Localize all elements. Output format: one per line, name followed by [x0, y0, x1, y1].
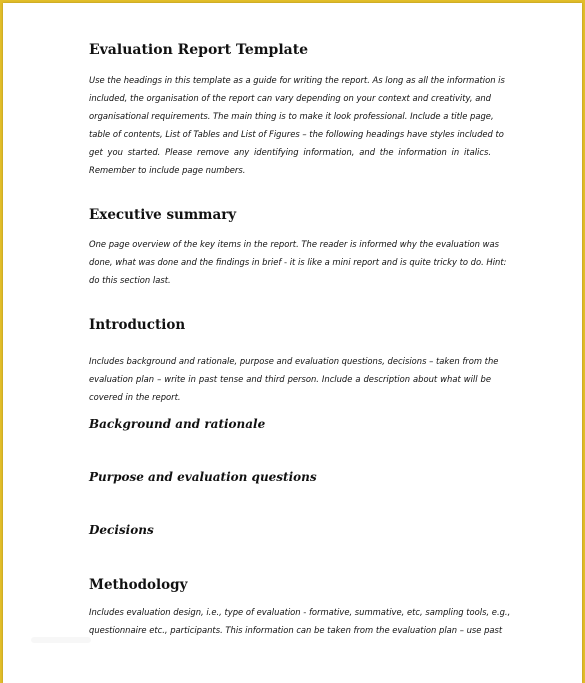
- intro-line: organisational requirements. The main thing is to make it look professional. Include a title page,: [89, 111, 494, 121]
- intro-line: table of contents, List of Tables and List of Figures – the following headings have styles included to: [89, 129, 504, 139]
- intro-line: Use the headings in this template as a guide for writing the report. As long as all the information is: [89, 75, 505, 85]
- methodology-heading: Methodology: [89, 577, 188, 593]
- introduction-paragraph: [89, 352, 499, 406]
- introduction-line: evaluation plan – write in past tense and third person. Include a description about what will be: [89, 374, 491, 384]
- page-smudge: [31, 637, 91, 643]
- methodology-paragraph: [89, 603, 511, 639]
- exec-summary-line: done, what was done and the findings in brief - it is like a mini report and is quite tricky to do. Hint:: [89, 257, 507, 267]
- intro-line: get you started. Please remove any identifying information, and the information in italics.: [89, 147, 491, 157]
- intro-line: included, the organisation of the report can vary depending on your context and creativity, and: [89, 93, 491, 103]
- introduction-line: covered in the report.: [89, 392, 181, 402]
- intro-line: Remember to include page numbers.: [89, 165, 246, 175]
- background-rationale-heading: Background and rationale: [89, 417, 266, 431]
- methodology-line: questionnaire etc., participants. This information can be taken from the evaluation plan – use past: [89, 625, 503, 635]
- document-title: Evaluation Report Template: [89, 42, 309, 58]
- exec-summary-line: do this section last.: [89, 275, 171, 285]
- executive-summary-heading: Executive summary: [89, 207, 237, 223]
- methodology-line: Includes evaluation design, i.e., type of evaluation - formative, summative, etc, sampling tools, e.g.,: [89, 607, 511, 617]
- exec-summary-line: One page overview of the key items in the report. The reader is informed why the evaluation was: [89, 239, 499, 249]
- decisions-heading: Decisions: [89, 523, 154, 537]
- executive-summary-paragraph: [89, 235, 507, 289]
- introduction-line: Includes background and rationale, purpose and evaluation questions, decisions – taken from the: [89, 356, 499, 366]
- document-page: [3, 3, 582, 683]
- introduction-heading: Introduction: [89, 317, 186, 333]
- purpose-questions-heading: Purpose and evaluation questions: [89, 470, 317, 484]
- intro-paragraph: [89, 71, 505, 179]
